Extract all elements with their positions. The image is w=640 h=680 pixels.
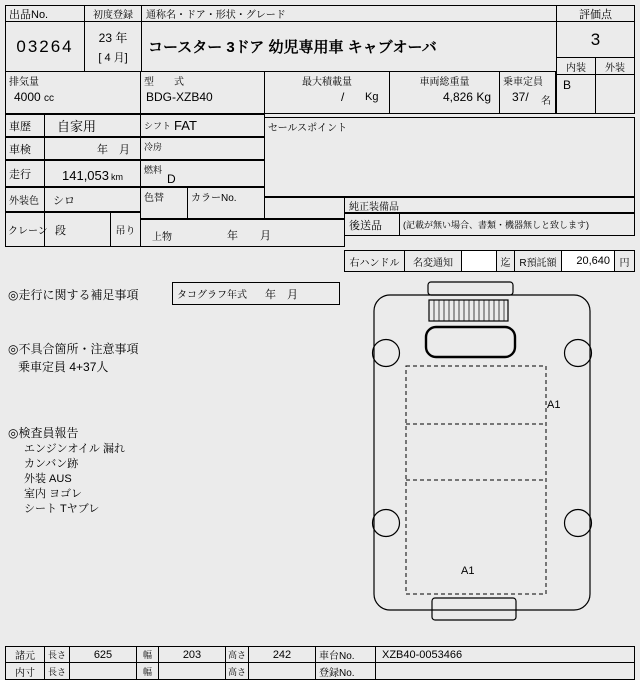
capacity-cell — [499, 71, 556, 114]
inner-height-label: 高さ — [225, 662, 249, 680]
tachograph-value: 年 月 — [265, 288, 298, 301]
genuine-equipment-label: 純正装備品 — [344, 197, 635, 213]
inner-dim-label: 内寸 — [5, 662, 45, 680]
fuel-value: D — [167, 172, 176, 186]
exterior-color-value: シロ — [44, 187, 141, 212]
crane-hoist-cell: 吊り — [110, 212, 141, 247]
body-equipment-cell — [140, 219, 345, 247]
inspection-value: 年 月 — [44, 137, 141, 160]
model-label: 型 式 — [144, 77, 184, 88]
score-label: 評価点 — [556, 5, 635, 22]
chassis-no-value: XZB40-0053466 — [375, 646, 635, 663]
registration-no-value — [375, 662, 635, 680]
body-equipment-label: 上物 — [152, 232, 172, 243]
height-value: 242 — [248, 646, 316, 663]
max-load-cell — [264, 71, 390, 114]
interior-label: 内装 — [556, 57, 596, 75]
color-no-cell — [187, 187, 265, 219]
front-bumper — [428, 282, 513, 295]
mileage-note-header: ◎走行に関する補足事項 — [8, 288, 139, 302]
wheel-front-right — [565, 340, 592, 367]
sales-point-extension — [264, 197, 345, 219]
color-no-label: カラーNo. — [191, 193, 237, 204]
inspector-line: カンバン跡 — [24, 458, 79, 470]
front-grille — [429, 300, 508, 321]
history-label: 車歴 — [5, 114, 45, 137]
gross-weight-cell — [389, 71, 500, 114]
displacement-value: 4000 cc — [14, 90, 55, 104]
windshield — [426, 327, 515, 357]
interior-grade: B — [556, 74, 596, 114]
capacity-unit: 名 — [541, 96, 551, 107]
first-registration-year: 23 年 — [98, 30, 128, 45]
first-registration-month: [ 4 月] — [98, 51, 128, 64]
inspector-line: エンジンオイル 漏れ — [24, 443, 125, 455]
gross-weight-value: 4,826 Kg — [442, 90, 491, 104]
spec-label: 諸元 — [5, 646, 45, 663]
crane-stage-cell: 段 — [44, 212, 111, 247]
sales-point-label: セールスポイント — [268, 123, 348, 134]
capacity-value: 37/ — [512, 90, 529, 104]
rear-bumper — [432, 598, 516, 620]
max-load-label: 最大積載量 — [302, 77, 352, 88]
fuel-cell — [140, 160, 265, 187]
shift-cell — [140, 114, 265, 137]
mileage-cell — [44, 160, 141, 187]
tachograph-label: タコグラフ年式 — [177, 290, 247, 301]
width-value: 203 — [158, 646, 226, 663]
inspector-line: 室内 ヨゴレ — [24, 488, 83, 500]
tachograph-cell — [172, 282, 340, 305]
model-cell — [140, 71, 265, 114]
mileage-label: 走行 — [5, 160, 45, 187]
wheel-rear-right — [565, 510, 592, 537]
defect-line: 乗車定員 4+37人 — [18, 360, 109, 374]
wheel-rear-left — [373, 510, 400, 537]
mileage-unit: km — [111, 172, 123, 182]
gross-weight-label: 車両総重量 — [419, 77, 470, 88]
body-equipment-date: 年 月 — [227, 230, 271, 242]
mileage-value: 141,053 — [62, 168, 109, 183]
model-value: BDG-XZB40 — [146, 90, 213, 104]
name-change-input — [461, 250, 497, 272]
crane-label: クレーン — [5, 212, 45, 247]
deposit-label: R預託額 — [514, 250, 562, 272]
exhibit-no-value: 03264 — [5, 21, 85, 72]
handle-cell: 右ハンドル — [344, 250, 405, 272]
ac-label: 冷房 — [144, 142, 163, 152]
name-change-label: 名変通知 — [404, 250, 462, 272]
until-label: 迄 — [496, 250, 515, 272]
inspection-label: 車検 — [5, 137, 45, 160]
vehicle-name-header: 通称名・ドア・形状・グレード — [141, 5, 557, 22]
vehicle-name: コースター 3ドア 幼児専用車 キャブオーバ — [141, 21, 557, 72]
inspector-line: 外装 AUS — [24, 473, 72, 485]
inspector-report-lines — [24, 442, 125, 517]
score-value: 3 — [556, 21, 635, 58]
inner-width-value — [158, 662, 226, 680]
inspector-line: シート Tヤブレ — [24, 503, 100, 515]
later-shipment-label: 後送品 — [344, 213, 400, 236]
first-registration-label: 初度登録 — [84, 5, 142, 22]
deposit-value: 20,640 — [561, 250, 615, 272]
displacement-unit: cc — [44, 93, 55, 104]
exterior-color-label: 外装色 — [5, 187, 45, 212]
vehicle-diagram — [344, 274, 636, 630]
damage-mark-right: A1 — [547, 399, 561, 411]
ac-cell — [140, 137, 265, 160]
chassis-no-label: 車台No. — [315, 646, 376, 663]
deposit-unit: 円 — [614, 250, 635, 272]
history-value: 自家用 — [44, 114, 141, 137]
inspector-header: ◎検査員報告 — [8, 426, 79, 440]
shift-value: FAT — [174, 118, 197, 133]
exterior-label: 外装 — [595, 57, 635, 75]
max-load-value: / — [341, 90, 345, 104]
exhibit-no-label: 出品No. — [5, 5, 85, 22]
later-shipment-note: (記載が無い場合、書類・機器無しと致します) — [399, 213, 635, 236]
registration-no-label: 登録No. — [315, 662, 376, 680]
inner-height-value — [248, 662, 316, 680]
length-value: 625 — [69, 646, 137, 663]
damage-mark-bottom: A1 — [461, 565, 475, 577]
height-label: 高さ — [225, 646, 249, 663]
inner-width-label: 幅 — [136, 662, 159, 680]
grille-stripes — [434, 300, 504, 321]
width-label: 幅 — [136, 646, 159, 663]
interior-layout-lines — [406, 366, 546, 594]
color-change-label: 色替 — [144, 193, 164, 204]
fuel-label: 燃料 — [144, 165, 163, 175]
inner-length-label: 長さ — [44, 662, 70, 680]
displacement-cell — [5, 71, 141, 114]
wheel-front-left — [373, 340, 400, 367]
shift-label: シフト — [144, 121, 172, 131]
length-label: 長さ — [44, 646, 70, 663]
inner-length-value — [69, 662, 137, 680]
max-load-unit: Kg — [365, 91, 379, 103]
sales-point-box — [264, 117, 635, 197]
color-change-cell — [140, 187, 188, 219]
capacity-label: 乗車定員 — [503, 77, 543, 88]
exterior-grade — [595, 74, 635, 114]
first-registration-value — [84, 21, 142, 72]
defect-header: ◎不具合箇所・注意事項 — [8, 342, 139, 356]
displacement-label: 排気量 — [9, 77, 39, 88]
